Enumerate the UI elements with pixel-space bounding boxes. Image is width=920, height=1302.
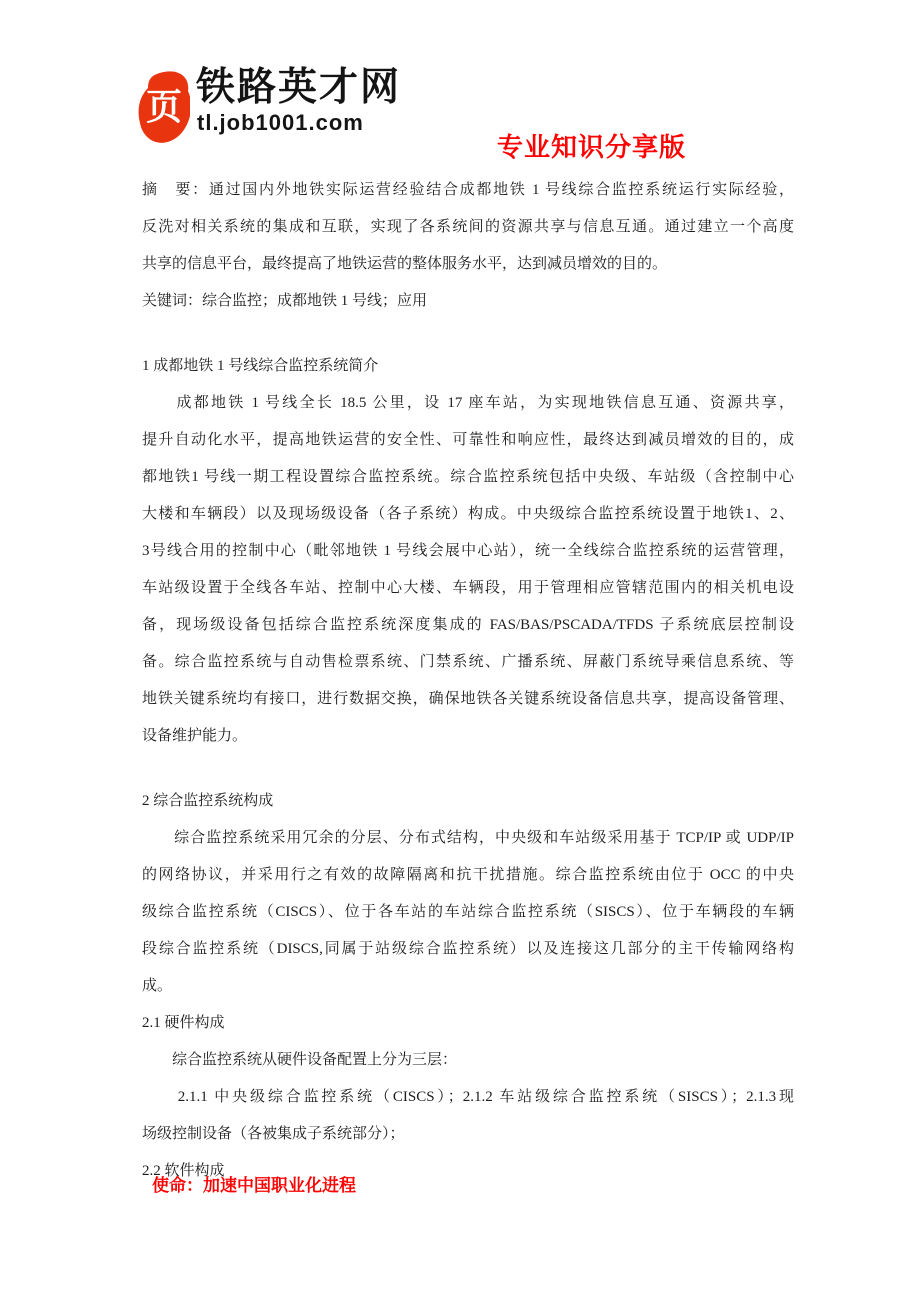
brand-domain: tl.job1001.com [197,110,364,135]
text-line: 的网络协议，并采用行之有效的故障隔离和抗干扰措施。综合监控系统由位于 OCC 的中央 [142,867,794,883]
text-line: 提升自动化水平，提高地铁运营的安全性、可靠性和响应性，最终达到减员增效的目的，成 [142,432,794,448]
paragraph [142,385,794,755]
seal-glyph: 页 [145,87,183,127]
text-line: 备。综合监控系统与自动售检票系统、门禁系统、广播系统、屏蔽门系统导乘信息系统、等 [142,654,794,670]
heading-line: 2 综合监控系统构成 [142,793,274,809]
paragraph [142,820,794,1005]
text-line: 备，现场级设备包括综合监控系统深度集成的 FAS/BAS/PSCADA/TFDS 子系统底层控制设 [142,617,794,633]
text-line: 成都地铁 1 号线全长 18.5 公里，设 17 座车站，为实现地铁信息互通、资源共享， [142,395,794,411]
brand-title: 铁路英才网 [196,66,402,109]
section-heading [142,1005,794,1042]
text-line: 都地铁1 号线一期工程设置综合监控系统。综合监控系统包括中央级、车站级（含控制中心 [142,469,794,485]
footer-mission: 使命：加速中国职业化进程 [152,1176,356,1195]
text-line: 成。 [142,978,173,994]
paragraph [142,1042,794,1079]
text-line: 摘 要：通过国内外地铁实际运营经验结合成都地铁 1 号线综合监控系统运行实际经验， [142,182,794,198]
heading-line: 1 成都地铁 1 号线综合监控系统简介 [142,358,379,374]
heading-line: 2.2 软件构成 [142,1163,225,1179]
paragraph [142,1079,794,1153]
paragraph [142,172,794,283]
text-line: 场级控制设备（各被集成子系统部分）； [142,1126,405,1142]
text-line: 关键词：综合监控；成都地铁 1 号线；应用 [142,293,428,309]
brand-seal-icon [138,70,190,149]
text-line: 设备维护能力。 [142,728,248,744]
paragraph [142,283,794,320]
text-line: 大楼和车辆段）以及现场级设备（各子系统）构成。中央级综合监控系统设置于地铁1、2、 [142,506,794,522]
heading-line: 2.1 硬件构成 [142,1015,225,1031]
text-line: 段综合监控系统（DISCS,同属于站级综合监控系统）以及连接这几部分的主干传输网络构 [142,941,794,957]
text-line: 共享的信息平台，最终提高了地铁运营的整体服务水平，达到减员增效的目的。 [142,256,668,272]
section-heading [142,783,794,820]
document-content [142,172,794,1198]
text-line: 综合监控系统从硬件设备配置上分为三层： [142,1052,458,1068]
text-line: 2.1.1 中央级综合监控系统（CISCS）；2.1.2 车站级综合监控系统（SISCS）；2.1.3现 [142,1089,794,1105]
section-heading [142,348,794,385]
text-line: 车站级设置于全线各车站、控制中心大楼、车辆段，用于管理相应管辖范围内的相关机电设 [142,580,794,596]
text-line: 反洗对相关系统的集成和互联，实现了各系统间的资源共享与信息互通。通过建立一个高度 [142,219,794,235]
text-line: 级综合监控系统（CISCS）、位于各车站的车站综合监控系统（SISCS）、位于车辆段的车辆 [142,904,794,920]
text-line: 地铁关键系统均有接口，进行数据交换，确保地铁各关键系统设备信息共享，提高设备管理、 [142,691,794,707]
text-line: 3号线合用的控制中心（毗邻地铁 1 号线会展中心站），统一全线综合监控系统的运营管理， [142,543,794,559]
text-line: 综合监控系统采用冗余的分层、分布式结构，中央级和车站级采用基于 TCP/IP 或 UDP/IP [142,830,794,846]
edition-tagline: 专业知识分享版 [497,133,687,162]
